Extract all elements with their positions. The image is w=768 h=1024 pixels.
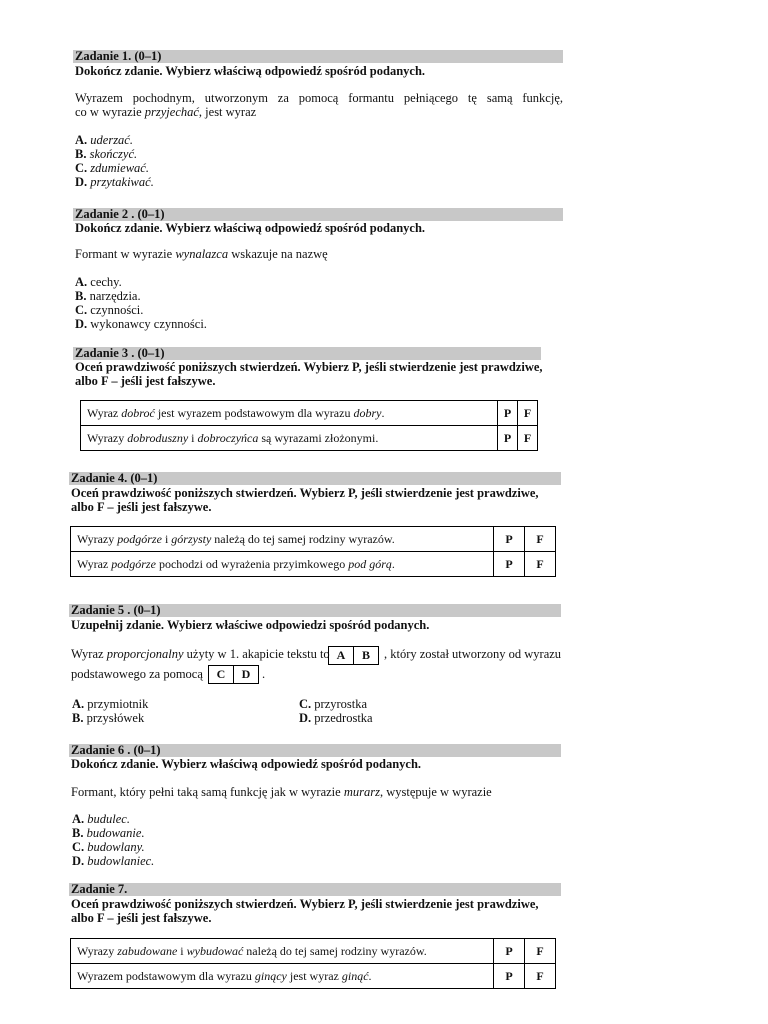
task-5-options-right bbox=[299, 697, 373, 725]
table-row bbox=[71, 552, 556, 577]
task-1-title: Zadanie 1. (0–1) bbox=[75, 49, 162, 63]
option-b[interactable] bbox=[72, 826, 154, 840]
text-run: jest wyraz bbox=[286, 968, 342, 983]
text-run: . bbox=[391, 556, 395, 571]
text-run: pochodzi od wyrażenia przyimkowego bbox=[155, 556, 349, 571]
emphasized-word: podgórze bbox=[117, 531, 162, 546]
text-run: , występuje w wyrazie bbox=[379, 785, 492, 799]
option-letter: C. bbox=[75, 161, 88, 175]
answer-f[interactable]: F bbox=[525, 939, 556, 964]
option-letter: D. bbox=[299, 711, 312, 725]
emphasized-word: wybudować bbox=[186, 943, 244, 958]
option-d[interactable] bbox=[299, 711, 373, 725]
task-7-statements-table bbox=[70, 938, 556, 989]
emphasized-word: zabudowane bbox=[117, 943, 178, 958]
answer-f[interactable]: F bbox=[518, 426, 538, 451]
text-run: Formant w wyrazie bbox=[75, 247, 176, 261]
option-text: skończyć. bbox=[89, 147, 138, 161]
option-a[interactable] bbox=[72, 697, 148, 711]
statement-cell bbox=[71, 527, 494, 552]
option-letter: D. bbox=[75, 317, 88, 331]
text-run: są wyrazami złożonymi. bbox=[258, 430, 379, 445]
emphasized-word: podgórze bbox=[111, 556, 156, 571]
table-row bbox=[81, 426, 538, 451]
emphasized-word: dobry bbox=[353, 405, 382, 420]
option-letter: B. bbox=[75, 147, 87, 161]
task-2-header bbox=[73, 208, 563, 221]
task-5-header bbox=[69, 604, 561, 617]
table-row bbox=[71, 939, 556, 964]
option-c[interactable] bbox=[75, 161, 154, 175]
text-run: i bbox=[161, 531, 172, 546]
text-run: Wyrazy bbox=[77, 943, 118, 958]
option-d[interactable] bbox=[75, 175, 154, 189]
option-text: narzędzia. bbox=[89, 289, 141, 303]
task-3-title: Zadanie 3 . (0–1) bbox=[75, 346, 165, 360]
text-run: i bbox=[177, 943, 187, 958]
task-3-instruction-line1: Oceń prawdziwość poniższych stwierdzeń. Wybierz P, jeśli stwierdzenie jest prawdziwe, bbox=[75, 360, 543, 374]
choice-d[interactable]: D bbox=[233, 666, 258, 683]
option-letter: A. bbox=[72, 697, 85, 711]
option-c[interactable] bbox=[72, 840, 154, 854]
option-b[interactable] bbox=[75, 147, 154, 161]
answer-f[interactable]: F bbox=[525, 527, 556, 552]
text-run: należą do tej samej rodziny wyrazów. bbox=[243, 943, 427, 958]
emphasized-word: ginąć bbox=[341, 968, 369, 983]
task-1-instruction: Dokończ zdanie. Wybierz właściwą odpowiedź spośród podanych. bbox=[75, 64, 426, 78]
text-run: należą do tej samej rodziny wyrazów. bbox=[211, 531, 395, 546]
answer-p[interactable]: P bbox=[498, 401, 518, 426]
option-a[interactable] bbox=[72, 812, 154, 826]
task-6-options bbox=[72, 812, 154, 868]
option-letter: C. bbox=[75, 303, 88, 317]
task-2-title: Zadanie 2 . (0–1) bbox=[75, 207, 165, 221]
option-d[interactable] bbox=[75, 317, 207, 331]
option-letter: B. bbox=[72, 711, 84, 725]
choice-c[interactable]: C bbox=[216, 667, 226, 681]
choice-box-cd bbox=[208, 665, 259, 684]
emphasized-word: proporcjonalny bbox=[106, 647, 184, 661]
text-run: Wyrazy bbox=[77, 531, 118, 546]
option-c[interactable] bbox=[299, 697, 373, 711]
option-text: wykonawcy czynności. bbox=[90, 317, 207, 331]
text-run: Wyraz bbox=[71, 647, 107, 661]
text-run: , jest wyraz bbox=[198, 105, 257, 119]
text-run: . bbox=[381, 405, 385, 420]
task-7-title: Zadanie 7. bbox=[71, 882, 128, 896]
statement-cell bbox=[81, 426, 498, 451]
text-run: Wyrazem podstawowym dla wyrazu bbox=[77, 968, 255, 983]
option-c[interactable] bbox=[75, 303, 207, 317]
text-run: użyty w 1. akapicie tekstu to bbox=[183, 647, 330, 661]
task-5-options-left bbox=[72, 697, 148, 725]
answer-f[interactable]: F bbox=[525, 552, 556, 577]
option-text: zdumiewać. bbox=[90, 161, 149, 175]
emphasized-word: dobroczyńca bbox=[197, 430, 259, 445]
emphasized-word: przyjechać bbox=[144, 105, 199, 119]
text-run: Wyraz bbox=[87, 405, 122, 420]
option-letter: A. bbox=[75, 133, 88, 147]
answer-f[interactable]: F bbox=[525, 964, 556, 989]
answer-f[interactable]: F bbox=[518, 401, 538, 426]
option-letter: C. bbox=[72, 840, 85, 854]
emphasized-word: dobroduszny bbox=[127, 430, 189, 445]
table-row bbox=[81, 401, 538, 426]
task-5-sentence-end: . bbox=[262, 667, 266, 681]
option-text: budowanie. bbox=[86, 826, 145, 840]
text-run: wskazuje na nazwę bbox=[228, 247, 328, 261]
emphasized-word: dobroć bbox=[121, 405, 155, 420]
task-6-question bbox=[71, 785, 492, 800]
option-text: cechy. bbox=[90, 275, 122, 289]
option-a[interactable] bbox=[75, 133, 154, 147]
option-letter: A. bbox=[75, 275, 88, 289]
choice-a[interactable]: A bbox=[336, 648, 346, 662]
task-7-instruction-line1: Oceń prawdziwość poniższych stwierdzeń. Wybierz P, jeśli stwierdzenie jest prawdziwe, bbox=[71, 897, 539, 911]
task-5-sentence-part3: podstawowego za pomocą bbox=[71, 667, 203, 681]
task-5-sentence-part1 bbox=[71, 647, 330, 662]
text-run: Wyrazy bbox=[87, 430, 128, 445]
choice-b[interactable]: B bbox=[353, 647, 378, 664]
task-5-sentence-part2: , który został utworzony od wyrazu bbox=[384, 647, 562, 661]
option-text: przyrostka bbox=[314, 697, 368, 711]
option-d[interactable] bbox=[72, 854, 154, 868]
task-5-instruction: Uzupełnij zdanie. Wybierz właściwe odpowiedzi spośród podanych. bbox=[71, 618, 430, 632]
task-7-instruction-line2: albo F – jeśli jest fałszywe. bbox=[71, 911, 212, 925]
task-5-title: Zadanie 5 . (0–1) bbox=[71, 603, 161, 617]
table-row bbox=[71, 527, 556, 552]
option-text: budulec. bbox=[87, 812, 130, 826]
option-a[interactable] bbox=[75, 275, 207, 289]
task-2-instruction: Dokończ zdanie. Wybierz właściwą odpowiedź spośród podanych. bbox=[75, 221, 426, 235]
option-text: przysłówek bbox=[86, 711, 145, 725]
task-4-statements-table bbox=[70, 526, 556, 577]
option-letter: A. bbox=[72, 812, 85, 826]
emphasized-word: górzysty bbox=[171, 531, 212, 546]
option-text: przymiotnik bbox=[87, 697, 149, 711]
statement-cell bbox=[71, 939, 494, 964]
option-text: przytakiwać. bbox=[90, 175, 154, 189]
emphasized-word: murarz bbox=[343, 785, 380, 799]
task-3-instruction-line2: albo F – jeśli jest fałszywe. bbox=[75, 374, 216, 388]
task-4-instruction-line2: albo F – jeśli jest fałszywe. bbox=[71, 500, 212, 514]
statement-cell bbox=[71, 964, 494, 989]
text-run: i bbox=[188, 430, 198, 445]
text-run: Wyraz bbox=[77, 556, 112, 571]
answer-p[interactable]: P bbox=[498, 426, 518, 451]
statement-cell bbox=[81, 401, 498, 426]
option-letter: C. bbox=[299, 697, 312, 711]
task-3-header bbox=[73, 347, 541, 360]
answer-p[interactable]: P bbox=[494, 964, 525, 989]
task-6-instruction: Dokończ zdanie. Wybierz właściwą odpowiedź spośród podanych. bbox=[71, 757, 422, 771]
choice-box-ab bbox=[328, 646, 379, 665]
task-4-title: Zadanie 4. (0–1) bbox=[71, 471, 158, 485]
option-b[interactable] bbox=[72, 711, 148, 725]
answer-p[interactable]: P bbox=[494, 527, 525, 552]
option-text: czynności. bbox=[90, 303, 144, 317]
task-6-title: Zadanie 6 . (0–1) bbox=[71, 743, 161, 757]
text-run: Formant, który pełni taką samą funkcję jak w wyrazie bbox=[71, 785, 344, 799]
task-2-options bbox=[75, 275, 207, 331]
task-2-question bbox=[75, 247, 328, 262]
task-6-header bbox=[69, 744, 561, 757]
statement-cell bbox=[71, 552, 494, 577]
text-run: jest wyrazem podstawowym dla wyrazu bbox=[154, 405, 354, 420]
option-letter: D. bbox=[72, 854, 85, 868]
task-1-question-line1: Wyrazem pochodnym, utworzonym za pomocą formantu pełniącego tę samą funkcję, bbox=[75, 91, 563, 105]
table-row bbox=[71, 964, 556, 989]
answer-p[interactable]: P bbox=[494, 939, 525, 964]
task-4-header bbox=[69, 472, 561, 485]
option-letter: D. bbox=[75, 175, 88, 189]
option-b[interactable] bbox=[75, 289, 207, 303]
task-1-options bbox=[75, 133, 154, 189]
emphasized-word: wynalazca bbox=[175, 247, 229, 261]
text-run: . bbox=[368, 968, 372, 983]
emphasized-word: pod górą bbox=[348, 556, 392, 571]
option-text: budowlaniec. bbox=[87, 854, 155, 868]
text-run: co w wyrazie bbox=[75, 105, 145, 119]
task-7-header bbox=[69, 883, 561, 896]
task-4-instruction-line1: Oceń prawdziwość poniższych stwierdzeń. Wybierz P, jeśli stwierdzenie jest prawdziwe, bbox=[71, 486, 539, 500]
option-letter: B. bbox=[75, 289, 87, 303]
option-text: budowlany. bbox=[87, 840, 145, 854]
option-text: przedrostka bbox=[314, 711, 373, 725]
task-1-question-line2 bbox=[75, 105, 256, 120]
task-1-header bbox=[73, 50, 563, 63]
answer-p[interactable]: P bbox=[494, 552, 525, 577]
option-letter: B. bbox=[72, 826, 84, 840]
option-text: uderzać. bbox=[90, 133, 133, 147]
emphasized-word: ginący bbox=[254, 968, 287, 983]
task-3-statements-table bbox=[80, 400, 538, 451]
